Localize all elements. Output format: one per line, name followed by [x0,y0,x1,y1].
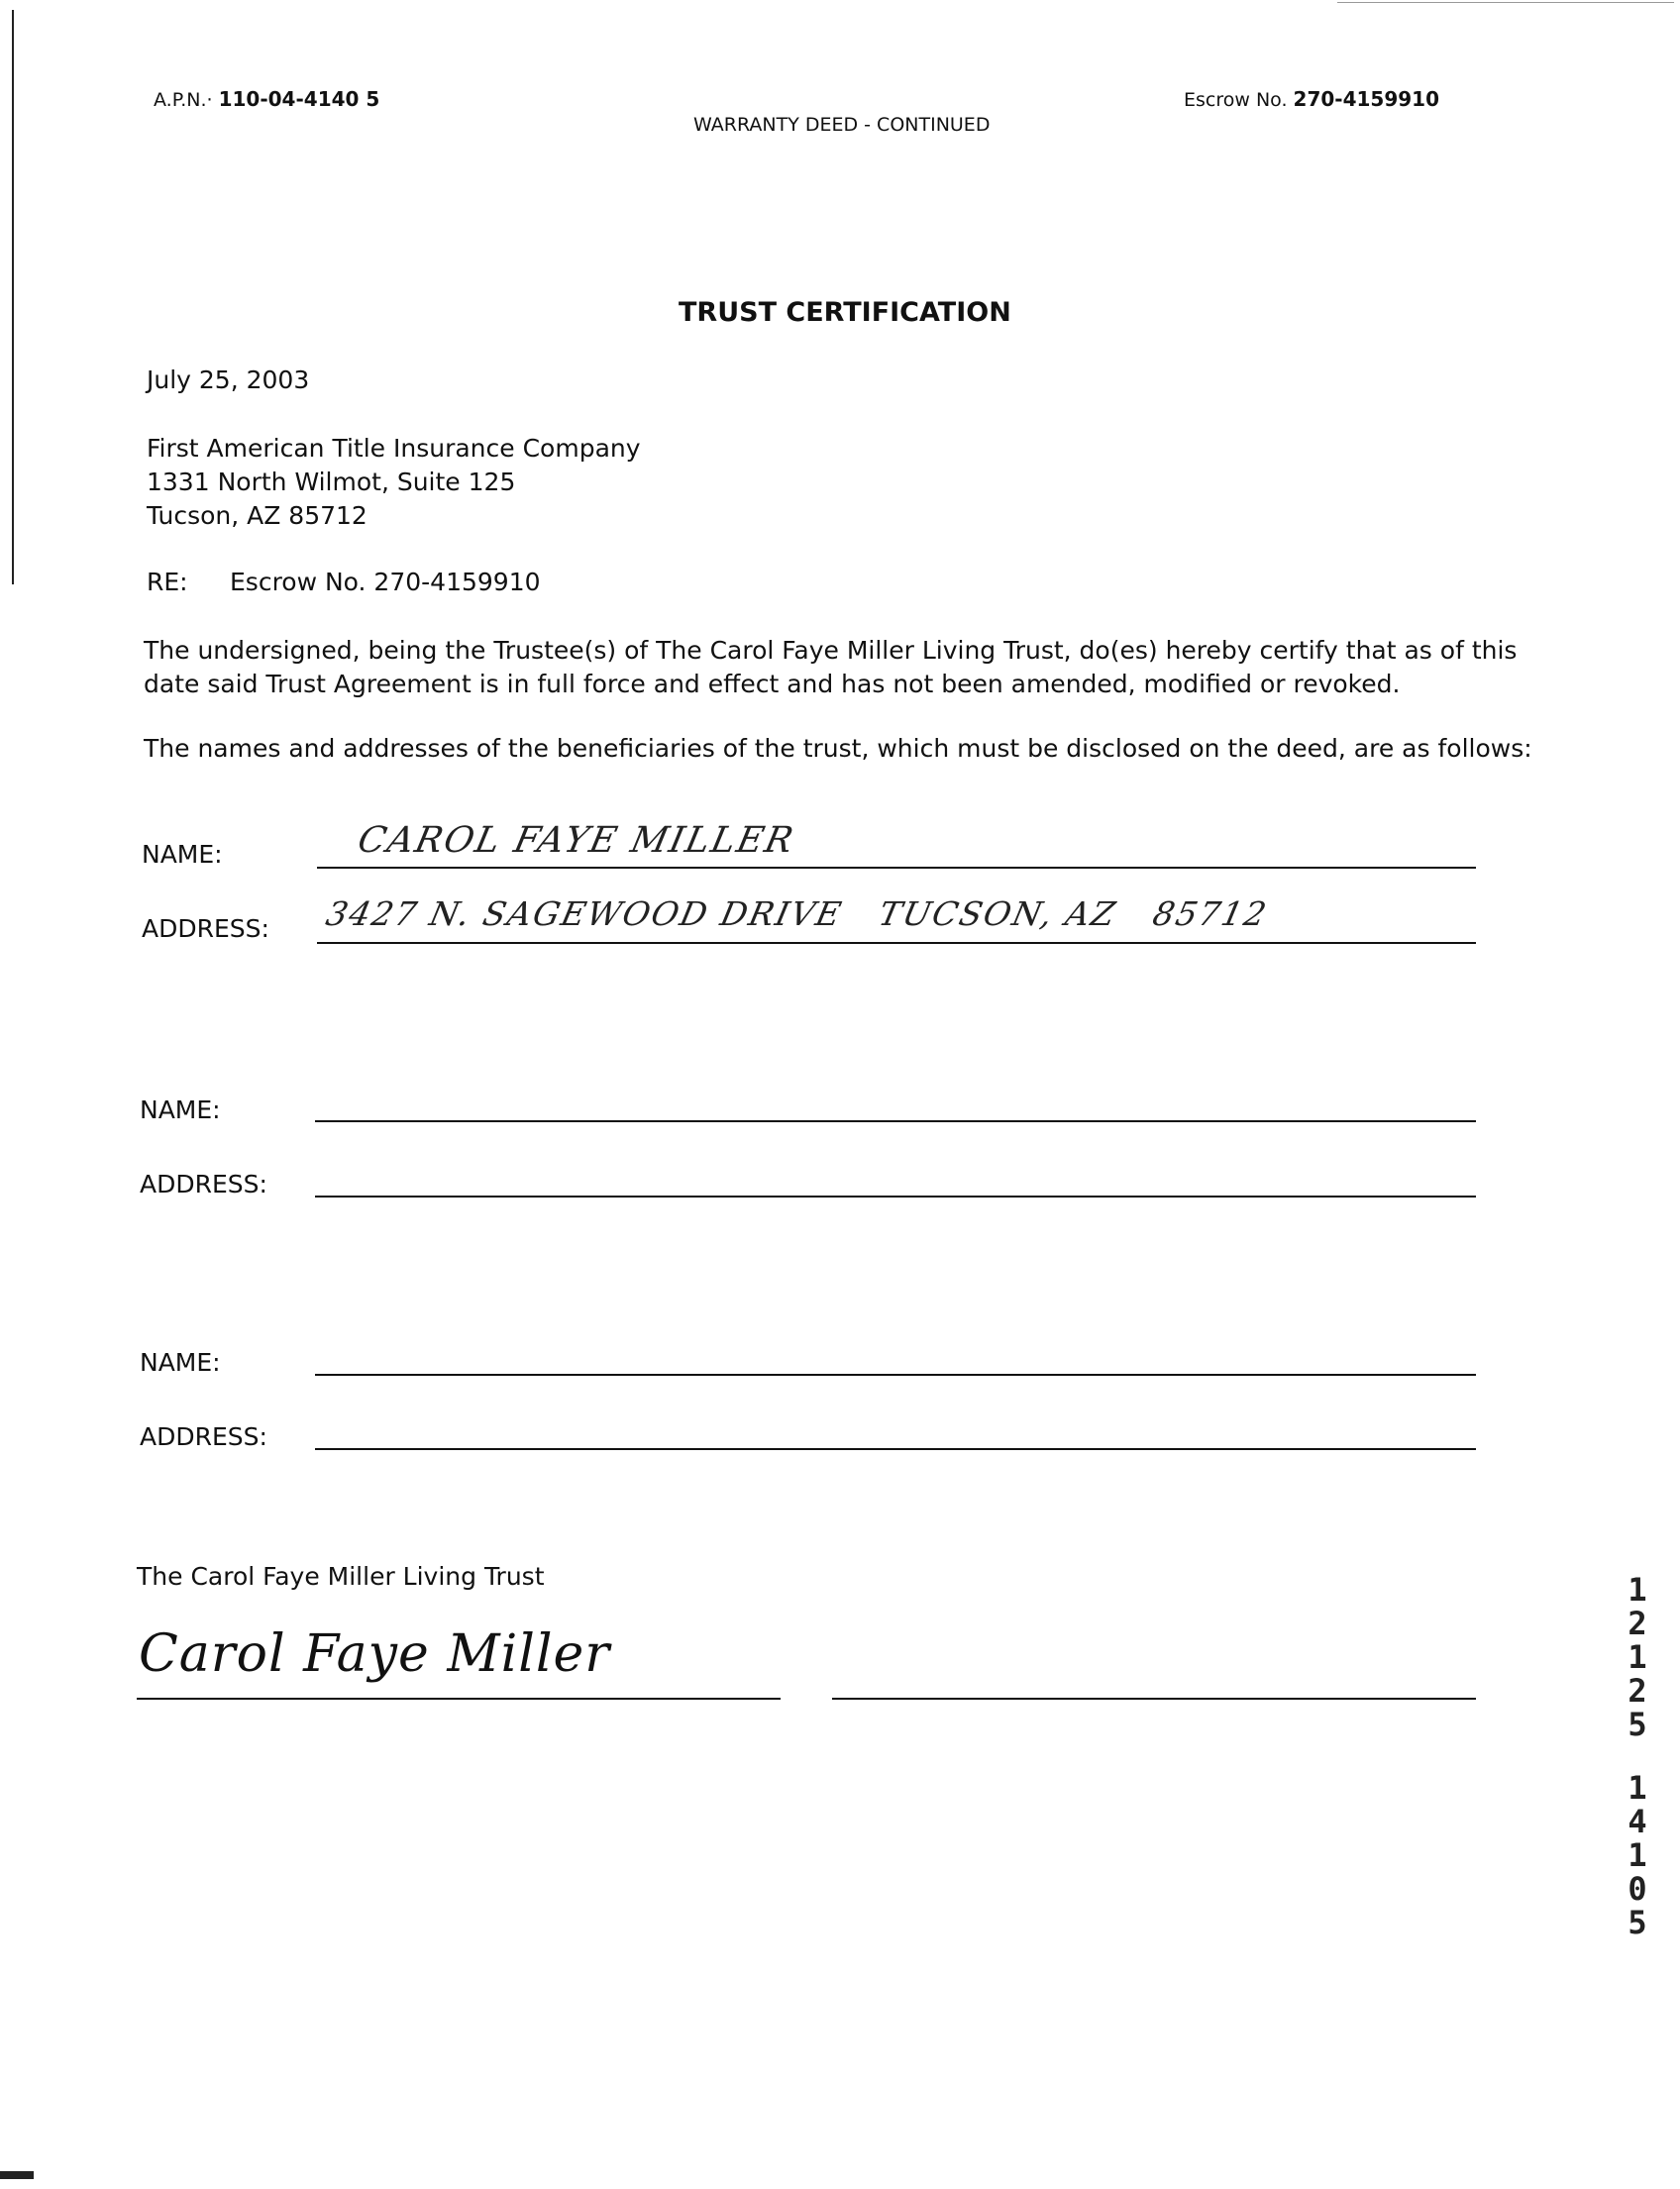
escrow-line [1184,87,1439,111]
beneficiary3-address-line [315,1448,1476,1450]
beneficiaries-intro: The names and addresses of the beneficiaries of the trust, which must be disclosed on the deed, are as follows: [144,734,1532,763]
re-value: Escrow No. 270-4159910 [230,568,541,596]
header-center-title: WARRANTY DEED - CONTINUED [693,114,991,136]
book-digit: 1 [1628,1571,1647,1609]
beneficiary1-name-line [317,867,1476,869]
signature-line-right [832,1698,1476,1700]
document-title: TRUST CERTIFICATION [679,297,1011,328]
apn-value: 110-04-4140 5 [218,87,380,111]
document-date: July 25, 2003 [147,365,310,394]
beneficiary1-address-label: ADDRESS: [142,914,269,943]
signature-line-left [137,1698,781,1700]
certification-line2: date said Trust Agreement is in full force and effect and has not been amended, modified or revoked. [144,670,1401,698]
scan-left-edge-line [12,10,14,584]
scan-top-right-line [1337,2,1674,3]
beneficiary1-address-handwritten: 3427 N. SAGEWOOD DRIVE TUCSON, AZ 85712 [322,894,1272,933]
beneficiary2-address-label: ADDRESS: [140,1170,267,1199]
beneficiary2-name-line [315,1120,1476,1122]
page-digit: 1 [1628,1836,1647,1874]
book-digit: 2 [1628,1672,1647,1710]
beneficiary3-address-label: ADDRESS: [140,1422,267,1451]
addressee-line3: Tucson, AZ 85712 [147,501,368,530]
beneficiary2-address-line [315,1196,1476,1198]
book-digit: 5 [1628,1706,1647,1743]
escrow-label: Escrow No. [1184,89,1288,111]
escrow-value: 270-4159910 [1293,87,1440,111]
re-label: RE: [147,568,188,596]
scan-bottom-left-blot [0,2171,34,2179]
certification-line1: The undersigned, being the Trustee(s) of The Carol Faye Miller Living Trust, do(es) hereby certify that as of this [144,636,1518,665]
beneficiary2-name-label: NAME: [140,1095,221,1124]
certification-paragraph [144,634,1550,701]
apn-label: A.P.N.· [154,89,213,111]
page-digit: 1 [1628,1769,1647,1807]
trustee-signature: Carol Faye Miller [139,1624,611,1684]
apn-line [154,87,379,111]
addressee-line1: First American Title Insurance Company [147,434,641,463]
recording-book-number [1621,1573,1654,1741]
beneficiary3-name-label: NAME: [140,1348,221,1377]
page-digit: 4 [1628,1803,1647,1840]
addressee-line2: 1331 North Wilmot, Suite 125 [147,468,516,496]
beneficiary1-address-line [317,942,1476,944]
page-digit: 0 [1628,1870,1647,1908]
book-digit: 1 [1628,1638,1647,1676]
book-digit: 2 [1628,1605,1647,1642]
trust-name-caption: The Carol Faye Miller Living Trust [137,1562,545,1591]
beneficiary3-name-line [315,1374,1476,1376]
page-digit: 5 [1628,1904,1647,1941]
addressee-block [147,432,641,533]
beneficiary1-name-label: NAME: [142,840,223,869]
recording-page-number [1621,1771,1654,1939]
beneficiary1-name-handwritten: CAROL FAYE MILLER [354,820,799,861]
